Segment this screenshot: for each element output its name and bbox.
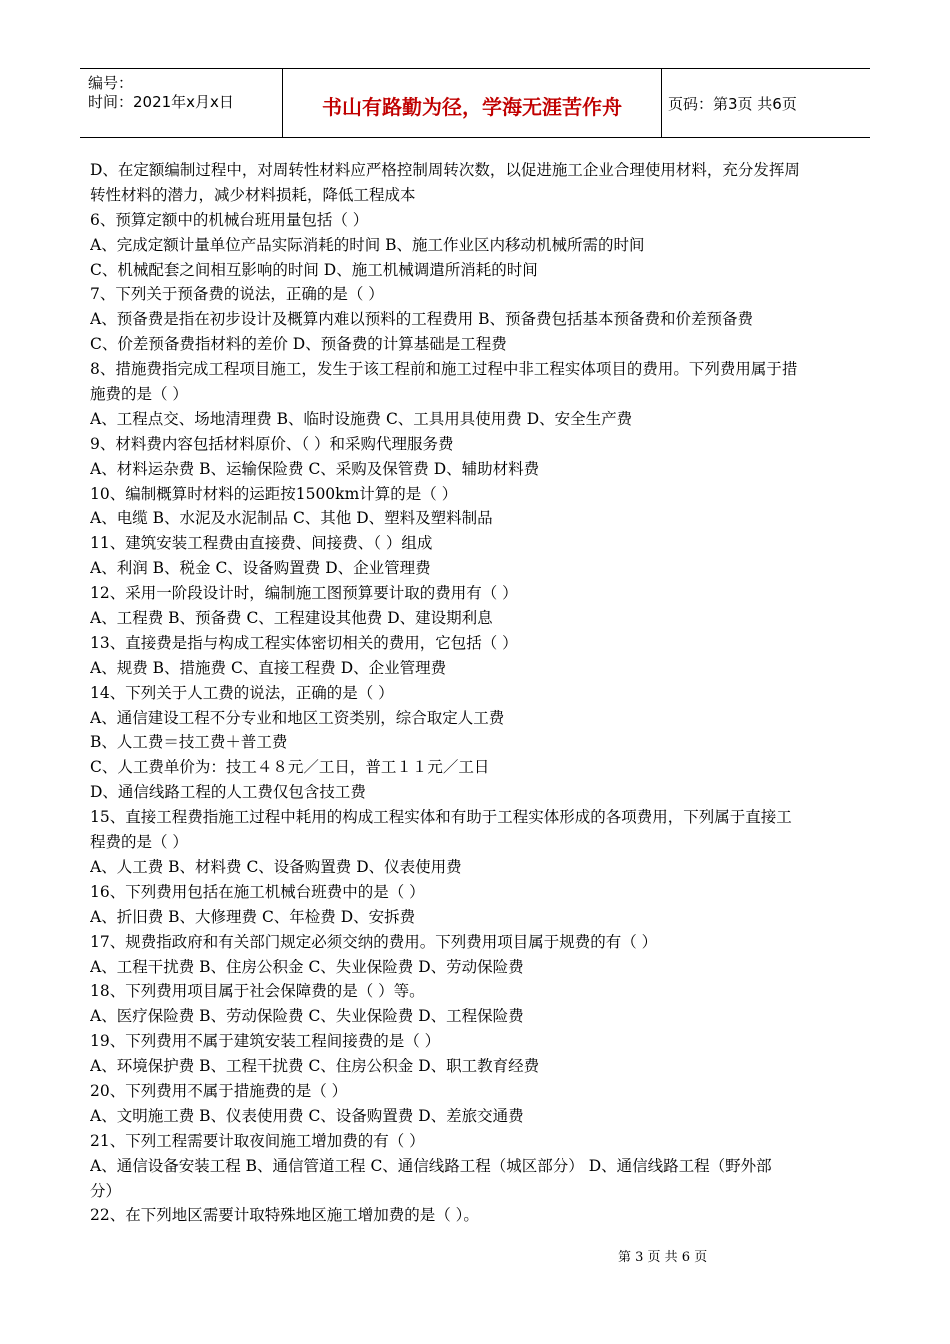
text-line: A、工程点交、场地清理费 B、临时设施费 C、工具用具使用费 D、安全生产费	[90, 409, 633, 428]
text-line: 施费的是（ ）	[90, 385, 188, 404]
text-line: 9、材料费内容包括材料原价、（ ）和采购代理服务费	[90, 434, 454, 453]
text-line: 15、直接工程费指施工过程中耗用的构成工程实体和有助于工程实体形成的各项费用，下列属于直接工	[90, 808, 792, 827]
header-motto: 书山有路勤为径，学海无涯苦作舟	[322, 95, 622, 119]
text-line: 7、下列关于预备费的说法，正确的是（ ）	[90, 285, 384, 304]
text-line: 13、直接费是指与构成工程实体密切相关的费用，它包括（ ）	[90, 633, 518, 652]
text-line: A、材料运杂费 B、运输保险费 C、采购及保管费 D、辅助材料费	[90, 459, 540, 478]
text-line: A、预备费是指在初步设计及概算内难以预料的工程费用 B、预备费包括基本预备费和价差预备费	[90, 310, 754, 329]
text-line: 8、措施费指完成工程项目施工，发生于该工程前和施工过程中非工程实体项目的费用。下列费用属于措	[90, 360, 798, 379]
text-line: C、价差预备费指材料的差价 D、预备费的计算基础是工程费	[90, 335, 507, 354]
text-line: A、完成定额计量单位产品实际消耗的时间 B、施工作业区内移动机械所需的时间	[90, 235, 645, 254]
text-line: A、文明施工费 B、仪表使用费 C、设备购置费 D、差旅交通费	[90, 1106, 524, 1125]
header-left-cell	[80, 69, 280, 137]
text-line: 17、规费指政府和有关部门规定必须交纳的费用。下列费用项目属于规费的有（ ）	[90, 932, 658, 951]
document-number-label: 编号：	[88, 74, 134, 92]
text-line: A、工程干扰费 B、住房公积金 C、失业保险费 D、劳动保险费	[90, 957, 524, 976]
text-line: 12、采用一阶段设计时，编制施工图预算要计取的费用有（ ）	[90, 584, 518, 603]
text-line: A、环境保护费 B、工程干扰费 C、住房公积金 D、职工教育经费	[90, 1057, 540, 1076]
text-line: 21、下列工程需要计取夜间施工增加费的有（ ）	[90, 1131, 425, 1150]
text-line: A、电缆 B、水泥及水泥制品 C、其他 D、塑料及塑料制品	[90, 509, 493, 528]
text-line: 程费的是（ ）	[90, 833, 188, 852]
text-line: 16、下列费用包括在施工机械台班费中的是（ ）	[90, 882, 425, 901]
text-line: A、折旧费 B、大修理费 C、年检费 D、安拆费	[90, 907, 416, 926]
header-right-cell	[662, 69, 870, 137]
text-line: A、利润 B、税金 C、设备购置费 D、企业管理费	[90, 559, 431, 578]
text-line: 11、建筑安装工程费由直接费、间接费、（ ）组成	[90, 534, 433, 553]
text-line: D、通信线路工程的人工费仅包含技工费	[90, 783, 366, 802]
text-line: 转性材料的潜力，减少材料损耗，降低工程成本	[90, 185, 416, 204]
text-line: A、工程费 B、预备费 C、工程建设其他费 D、建设期利息	[90, 609, 493, 628]
text-line: 20、下列费用不属于措施费的是（ ）	[90, 1081, 348, 1100]
text-line: C、人工费单价为：技工４８元／工日，普工１１元／工日	[90, 758, 490, 777]
document-body	[90, 158, 860, 1228]
text-line: B、人工费＝技工费＋普工费	[90, 733, 288, 752]
text-line: A、规费 B、措施费 C、直接工程费 D、企业管理费	[90, 658, 447, 677]
text-line: 18、下列费用项目属于社会保障费的是（ ）等。	[90, 982, 425, 1001]
text-line: 19、下列费用不属于建筑安装工程间接费的是（ ）	[90, 1032, 441, 1051]
header-page-info: 页码：第3页 共6页	[668, 95, 797, 113]
text-line: A、人工费 B、材料费 C、设备购置费 D、仪表使用费	[90, 857, 462, 876]
text-line: D、在定额编制过程中，对周转性材料应严格控制周转次数，以促进施工企业合理使用材料，充分发挥周	[90, 161, 800, 179]
text-line: A、医疗保险费 B、劳动保险费 C、失业保险费 D、工程保险费	[90, 1007, 524, 1026]
text-line: A、通信建设工程不分专业和地区工资类别，综合取定人工费	[90, 708, 505, 727]
text-line: A、通信设备安装工程 B、通信管道工程 C、通信线路工程（城区部分） D、通信线路工程（野外部	[90, 1156, 772, 1175]
header-middle-cell	[282, 69, 662, 137]
text-line: C、机械配套之间相互影响的时间 D、施工机械调遣所消耗的时间	[90, 260, 538, 279]
text-line: 22、在下列地区需要计取特殊地区施工增加费的是（ ）。	[90, 1206, 479, 1225]
text-line: 10、编制概算时材料的运距按1500km计算的是（ ）	[90, 484, 458, 503]
text-line: 14、下列关于人工费的说法，正确的是（ ）	[90, 683, 394, 702]
text-line: 分）	[90, 1181, 122, 1200]
page-header	[80, 68, 870, 138]
page-footer: 第 3 页 共 6 页	[618, 1250, 708, 1265]
text-line: 6、预算定额中的机械台班用量包括（ ）	[90, 210, 369, 229]
document-time-label: 时间：2021年x月x日	[88, 93, 234, 111]
